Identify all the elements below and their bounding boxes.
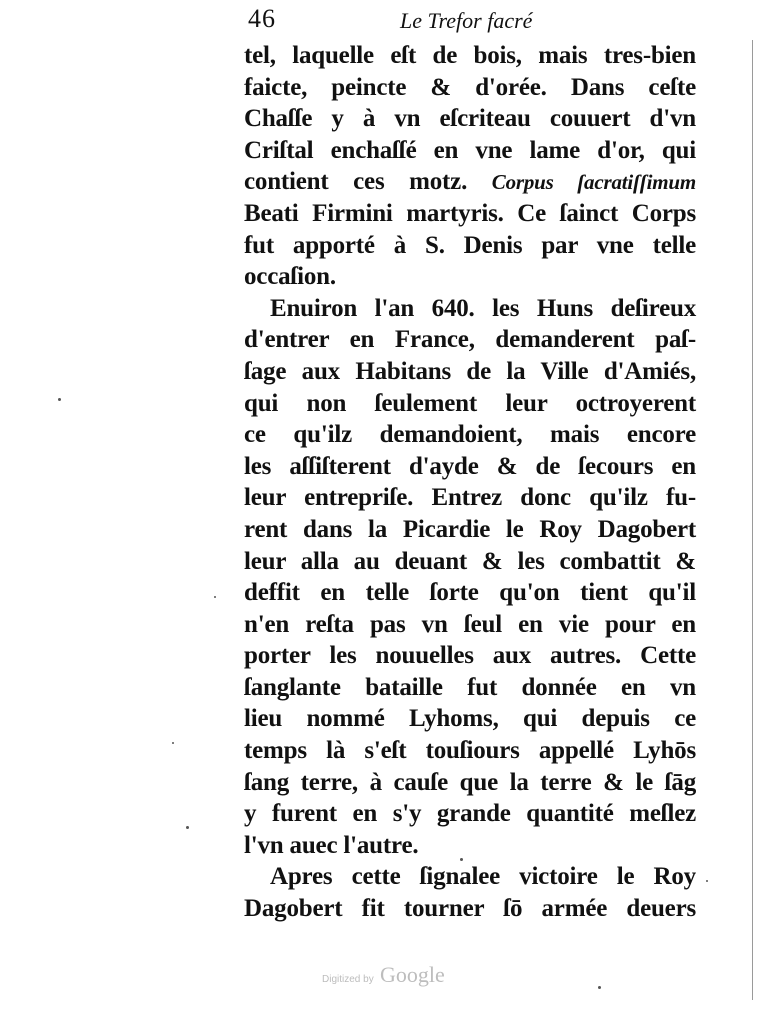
running-title: Le Trefor facré bbox=[400, 8, 533, 33]
ink-speck bbox=[186, 826, 189, 829]
paragraph-start-line: Enuiron l'an 640. les Huns deſireux bbox=[270, 294, 696, 322]
text-line: Chaſſe y à vn eſcriteau couuert d'vn bbox=[244, 105, 696, 133]
text-line: ſage aux Habitans de la Ville d'Amiés, bbox=[244, 357, 696, 385]
body-text bbox=[244, 40, 696, 925]
paragraph-start-line: Apres cette ſignalee victoire le Roy bbox=[270, 863, 696, 891]
watermark-prefix: Digitized by bbox=[322, 974, 374, 985]
page-edge-shadow bbox=[752, 40, 753, 1000]
text-line: n'en reſta pas vn ſeul en vie pour en bbox=[244, 610, 696, 638]
ink-speck bbox=[460, 858, 463, 861]
text-line: deffit en telle ſorte qu'on tient qu'il bbox=[244, 579, 696, 607]
text-line: porter les nouuelles aux autres. Cette bbox=[244, 642, 696, 670]
text-line: rent dans la Picardie le Roy Dagobert bbox=[244, 515, 696, 543]
text-line: lieu nommé Lyhoms, qui depuis ce bbox=[244, 705, 696, 733]
italic-phrase: Corpus ſacratiſſimum bbox=[491, 170, 696, 195]
text-line: occaſion. bbox=[244, 263, 336, 291]
text-line: Criſtal enchaſſé en vne lame d'or, qui bbox=[244, 136, 696, 164]
ink-speck bbox=[58, 398, 61, 401]
text-line: Dagobert fit tourner ſō armée deuers bbox=[244, 895, 696, 923]
text-line: y furent en s'y grande quantité meſlez bbox=[244, 800, 696, 828]
ink-speck bbox=[172, 742, 174, 744]
text-line: Beati Firmini martyris. Ce ſainct Corps bbox=[244, 199, 696, 227]
ink-speck bbox=[214, 596, 216, 598]
text-line: l'vn auec l'autre. bbox=[244, 831, 419, 859]
text-line: les aſſiſterent d'ayde & de ſecours en bbox=[244, 452, 696, 480]
page-header bbox=[248, 4, 548, 38]
text-line: faicte, peincte & d'orée. Dans ceſte bbox=[244, 73, 696, 101]
ink-speck bbox=[706, 880, 708, 882]
text-line: ce qu'ilz demandoient, mais encore bbox=[244, 421, 696, 449]
text-line: qui non ſeulement leur octroyerent bbox=[244, 389, 696, 417]
text-line: leur alla au deuant & les combattit & bbox=[244, 547, 696, 575]
text-line-segment: contient ces motz. bbox=[244, 168, 468, 196]
digitization-watermark bbox=[322, 962, 472, 992]
text-line-with-italic bbox=[244, 166, 696, 198]
text-line: d'entrer en France, demanderent paſ- bbox=[244, 326, 696, 354]
text-line: fut apporté à S. Denis par vne telle bbox=[244, 231, 696, 259]
ink-speck bbox=[598, 986, 601, 989]
text-line: ſang terre, à cauſe que la terre & le ſāg bbox=[244, 768, 696, 796]
text-line: tel, laquelle eſt de bois, mais tres-bien bbox=[244, 42, 696, 69]
text-line: ſanglante bataille fut donnée en vn bbox=[244, 673, 696, 701]
page-number: 46 bbox=[248, 4, 276, 33]
text-line: temps là s'eſt touſiours appellé Lyhōs bbox=[244, 737, 696, 765]
text-line: leur entrepriſe. Entrez donc qu'ilz fu- bbox=[244, 484, 696, 512]
watermark-brand: Google bbox=[380, 962, 445, 987]
